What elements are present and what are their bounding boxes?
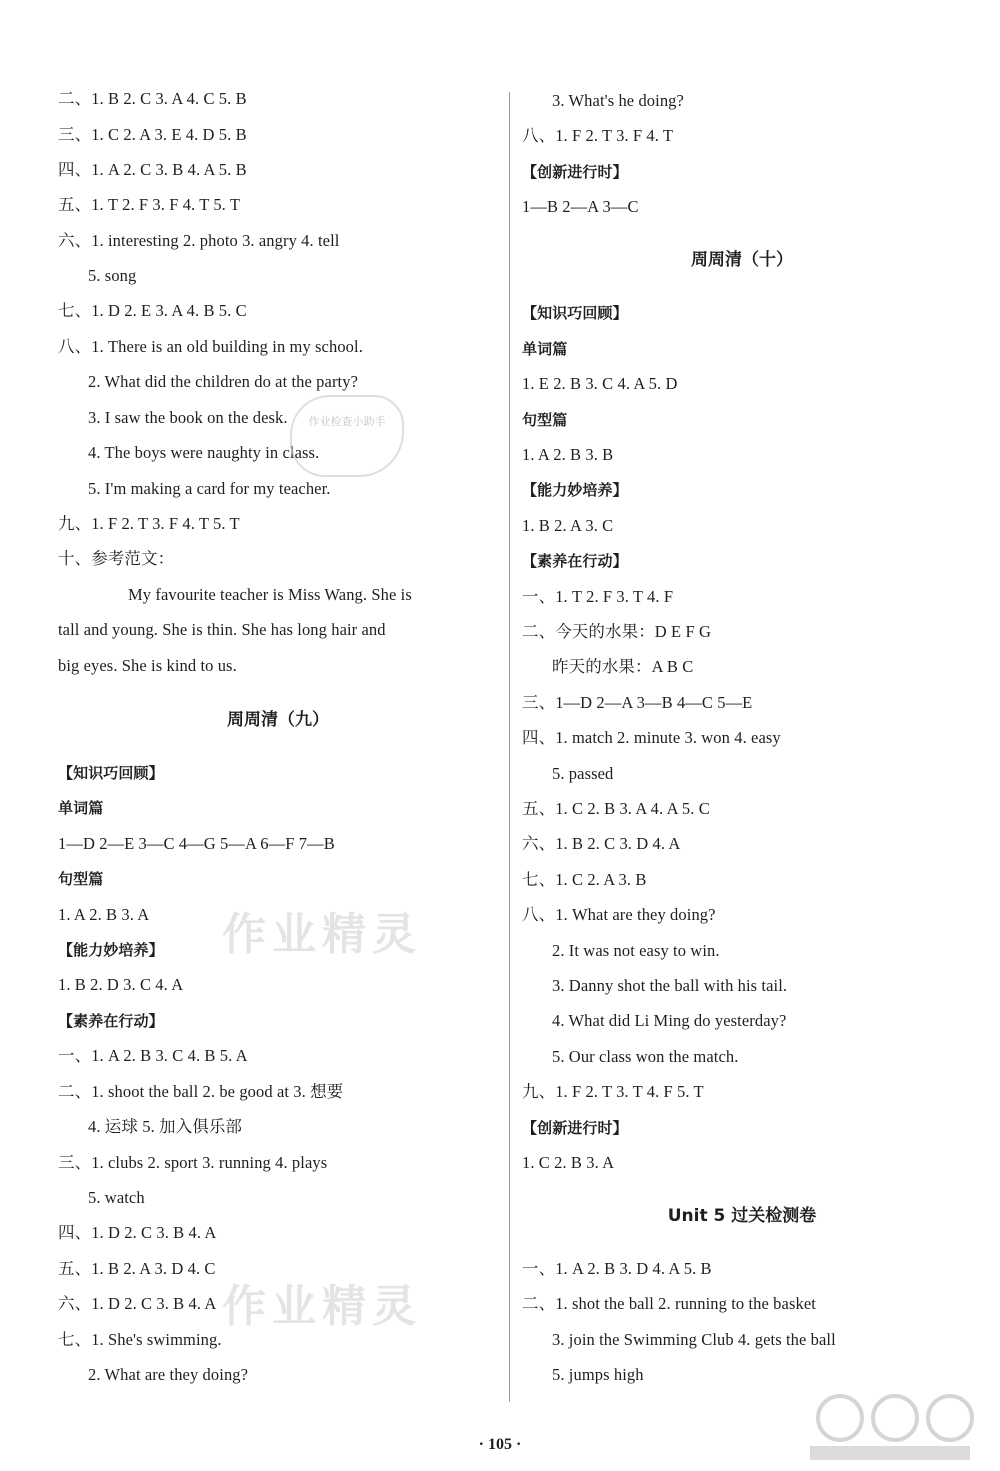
essay-line: My favourite teacher is Miss Wang. She is (128, 585, 412, 604)
answer-line: 2. It was not easy to win. (552, 941, 720, 960)
subsection-title: 【能力妙培养】 (58, 941, 164, 959)
answer-line: 1. A 2. B 3. B (522, 445, 614, 464)
answer-line: 九、1. F 2. T 3. F 4. T 5. T (58, 514, 240, 533)
answer-line: 九、1. F 2. T 3. T 4. F 5. T (522, 1082, 704, 1101)
answer-line: 3. join the Swimming Club 4. gets the ball (552, 1330, 836, 1349)
subsection-title: 【创新进行时】 (522, 1119, 628, 1137)
answer-line: 二、1. shoot the ball 2. be good at 3. 想要 (58, 1082, 344, 1101)
answer-line: 七、1. D 2. E 3. A 4. B 5. C (58, 301, 247, 320)
answer-line: 七、1. C 2. A 3. B (522, 870, 647, 889)
page-number: · 105 · (478, 1436, 522, 1453)
answer-line: 七、1. She's swimming. (58, 1330, 222, 1349)
answer-line: 二、1. shot the ball 2. running to the basket (522, 1294, 816, 1313)
answer-line: 八、1. F 2. T 3. F 4. T (522, 126, 674, 145)
answer-line: 二、1. B 2. C 3. A 4. C 5. B (58, 89, 247, 108)
answer-line: 二、今天的水果：D E F G (522, 622, 711, 641)
answer-line: 三、1. C 2. A 3. E 4. D 5. B (58, 125, 247, 144)
section-heading: Unit 5 过关检测卷 (667, 1206, 817, 1226)
answer-line: 一、1. T 2. F 3. T 4. F (522, 587, 674, 606)
section-heading: 周周清（九） (227, 710, 329, 730)
answer-line: 八、1. What are they doing? (522, 905, 716, 924)
answer-line: 一、1. A 2. B 3. D 4. A 5. B (522, 1259, 712, 1278)
answer-line: 五、1. B 2. A 3. D 4. C (58, 1259, 216, 1278)
answer-line: 1—B 2—A 3—C (522, 197, 639, 216)
answer-line: 1—D 2—E 3—C 4—G 5—A 6—F 7—B (58, 834, 335, 853)
answer-line: 3. Danny shot the ball with his tail. (552, 976, 788, 995)
answer-line: 四、1. D 2. C 3. B 4. A (58, 1223, 217, 1242)
answer-line: 五、1. T 2. F 3. F 4. T 5. T (58, 195, 240, 214)
subsection-title: 【素养在行动】 (522, 552, 628, 570)
essay-line: big eyes. She is kind to us. (58, 656, 237, 675)
corner-logo-watermark (800, 1388, 980, 1466)
subsection-title: 单词篇 (522, 340, 568, 358)
answer-line: 2. What are they doing? (88, 1365, 249, 1384)
answer-line: 六、1. B 2. C 3. D 4. A (522, 834, 681, 853)
subsection-title: 【知识巧回顾】 (522, 304, 628, 322)
answer-line: 5. watch (88, 1188, 145, 1207)
stamp-watermark: 作业检查小助手 (290, 395, 404, 477)
answer-line: 1. E 2. B 3. C 4. A 5. D (522, 374, 678, 393)
answer-line: 六、1. interesting 2. photo 3. angry 4. tell (58, 231, 340, 250)
answer-line: 四、1. match 2. minute 3. won 4. easy (522, 728, 781, 747)
answer-line: 3. What's he doing? (552, 91, 684, 110)
answer-line: 5. Our class won the match. (552, 1047, 739, 1066)
subsection-title: 【能力妙培养】 (522, 481, 628, 499)
answer-line: 4. The boys were naughty in class. (88, 443, 320, 462)
answer-line: 八、1. There is an old building in my school. (58, 337, 363, 356)
answer-line: 十、参考范文： (58, 549, 175, 568)
answer-line: 五、1. C 2. B 3. A 4. A 5. C (522, 799, 710, 818)
subsection-title: 【知识巧回顾】 (58, 764, 164, 782)
subsection-title: 【创新进行时】 (522, 163, 628, 181)
subsection-title: 单词篇 (58, 799, 104, 817)
section-heading: 周周清（十） (691, 250, 793, 270)
answer-line: 4. 运球 5. 加入俱乐部 (88, 1117, 243, 1136)
answer-line: 六、1. D 2. C 3. B 4. A (58, 1294, 217, 1313)
answer-line: 1. C 2. B 3. A (522, 1153, 615, 1172)
answer-line: 1. B 2. A 3. C (522, 516, 614, 535)
answer-line: 3. I saw the book on the desk. (88, 408, 288, 427)
subsection-title: 句型篇 (522, 411, 568, 429)
answer-line: 1. B 2. D 3. C 4. A (58, 975, 184, 994)
answer-line: 5. I'm making a card for my teacher. (88, 479, 331, 498)
subsection-title: 【素养在行动】 (58, 1012, 164, 1030)
answer-line: 一、1. A 2. B 3. C 4. B 5. A (58, 1046, 248, 1065)
answer-line: 2. What did the children do at the party? (88, 372, 359, 391)
answer-line: 4. What did Li Ming do yesterday? (552, 1011, 787, 1030)
essay-line: tall and young. She is thin. She has long hair and (58, 620, 386, 639)
answer-line: 5. passed (552, 764, 614, 783)
watermark-text: 作业精灵 (222, 909, 422, 960)
answer-line: 1. A 2. B 3. A (58, 905, 150, 924)
answer-line: 四、1. A 2. C 3. B 4. A 5. B (58, 160, 247, 179)
watermark-text: 作业精灵 (222, 1281, 422, 1332)
column-divider (509, 92, 510, 1402)
answer-line: 昨天的水果：A B C (552, 657, 694, 676)
answer-line: 5. jumps high (552, 1365, 644, 1384)
answer-line: 5. song (88, 266, 137, 285)
answer-line: 三、1. clubs 2. sport 3. running 4. plays (58, 1153, 328, 1172)
subsection-title: 句型篇 (58, 870, 104, 888)
answer-line: 三、1—D 2—A 3—B 4—C 5—E (522, 693, 753, 712)
